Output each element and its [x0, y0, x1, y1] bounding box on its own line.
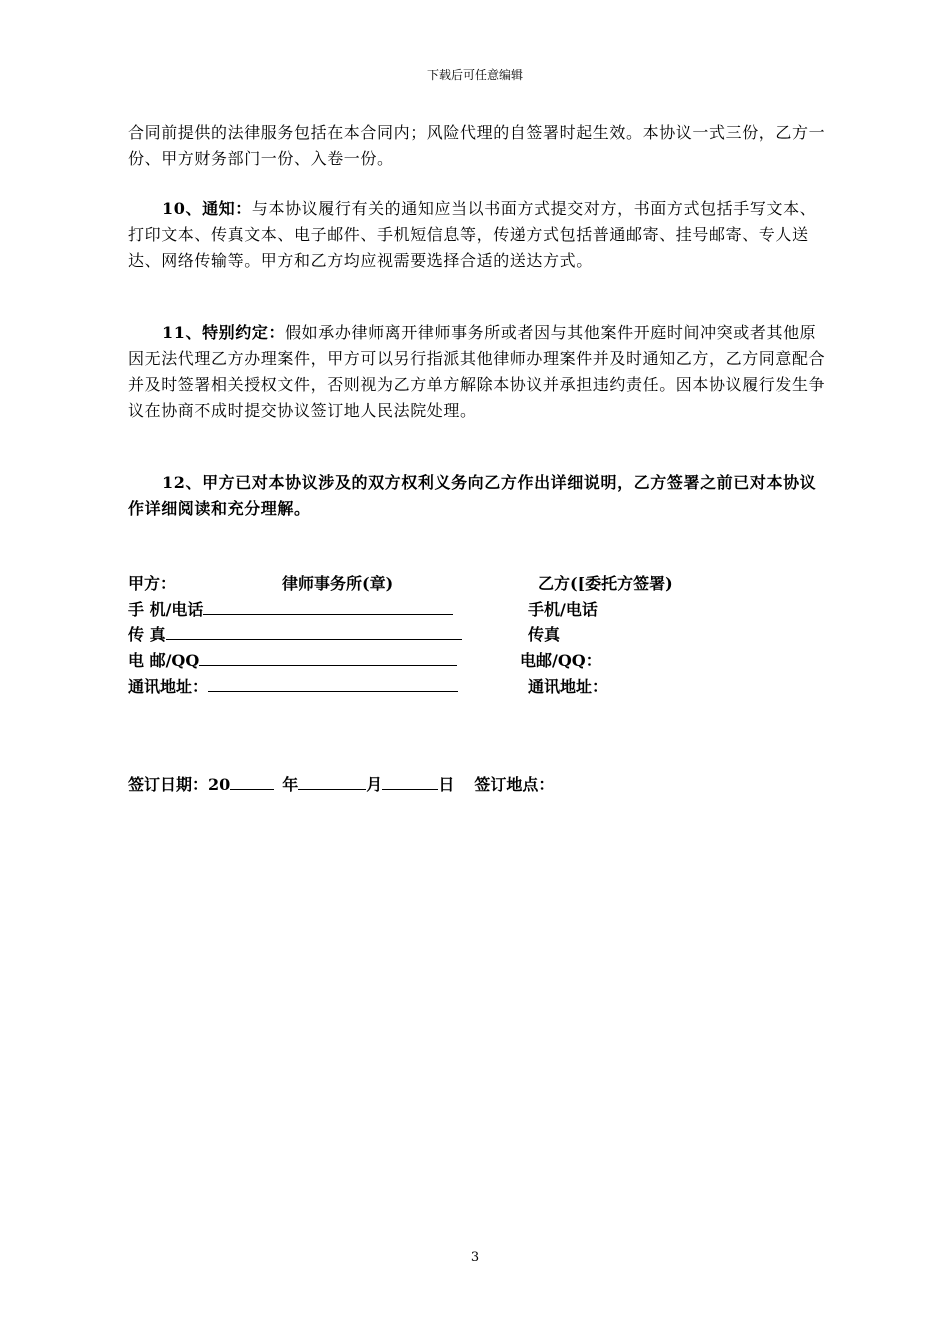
- page-number: 3: [470, 1250, 480, 1265]
- month-field[interactable]: [298, 775, 366, 790]
- party-a-fax-field[interactable]: [166, 625, 462, 640]
- party-a-phone-label: 手 机/电话: [128, 600, 204, 619]
- party-a-firm-seal: 律师事务所(章): [282, 574, 394, 593]
- acknowledgement-text: 12、甲方已对本协议涉及的双方权利义务向乙方作出详细说明，乙方签署之前已对本协议作详细阅读和充分理解。: [128, 473, 817, 518]
- signing-date-row: [128, 772, 554, 795]
- signing-date-label: 签订日期：20: [128, 775, 231, 794]
- day-label: 日: [438, 775, 455, 794]
- signing-place-label: 签订地点：: [474, 775, 555, 794]
- party-b-fax-label: 传真: [528, 625, 561, 644]
- party-b-address-label: 通讯地址：: [528, 677, 609, 696]
- party-a-address-row: [128, 674, 458, 697]
- party-a-fax-label: 传 真: [128, 625, 166, 644]
- special-terms-heading: 11、特别约定：: [162, 323, 286, 342]
- paragraph-special-terms: [128, 320, 828, 424]
- party-a-email-label: 电 邮/QQ: [128, 651, 200, 670]
- day-field[interactable]: [382, 775, 438, 790]
- month-label: 月: [366, 775, 383, 794]
- party-a-email-row: [128, 648, 457, 671]
- year-label: 年: [282, 775, 299, 794]
- party-a-fax-row: [128, 622, 462, 645]
- paragraph-effectiveness: 合同前提供的法律服务包括在本合同内；风险代理的自签署时起生效。本协议一式三份，乙方一份、甲方财务部门一份、入卷一份。: [128, 123, 826, 168]
- year-field[interactable]: [230, 775, 274, 790]
- party-a-email-field[interactable]: [199, 651, 457, 666]
- special-terms-body: 假如承办律师离开律师事务所或者因与其他案件开庭时间冲突或者其他原因无法代理乙方办理案件，甲方可以另行指派其他律师办理案件并及时通知乙方，乙方同意配合并及时签署相关授权文件，否则视为乙方单方解除本协议并承担违约责任。因本协议履行发生争议在协商不成时提交协议签订地人民法院处理。: [128, 323, 826, 420]
- paragraph-notice: [128, 196, 828, 274]
- party-b-email-label: 电邮/QQ：: [520, 651, 602, 670]
- party-a-phone-row: [128, 597, 453, 620]
- party-a-address-field[interactable]: [208, 677, 458, 692]
- party-b-label: 乙方([委托方签署): [538, 574, 673, 593]
- party-b-phone-label: 手机/电话: [528, 600, 598, 619]
- paragraph-acknowledgement: [128, 470, 828, 522]
- notice-body: 与本协议履行有关的通知应当以书面方式提交对方，书面方式包括手写文本、打印文本、传真文本、电子邮件、手机短信息等，传递方式包括普通邮寄、挂号邮寄、专人送达、网络传输等。甲方和乙方均应视需要选择合适的送达方式。: [128, 199, 817, 270]
- party-a-label: 甲方：: [128, 574, 177, 593]
- notice-heading: 10、通知：: [162, 199, 252, 218]
- party-a-address-label: 通讯地址：: [128, 677, 209, 696]
- page-header: 下载后可任意编辑: [426, 68, 523, 82]
- party-a-phone-field[interactable]: [203, 600, 453, 615]
